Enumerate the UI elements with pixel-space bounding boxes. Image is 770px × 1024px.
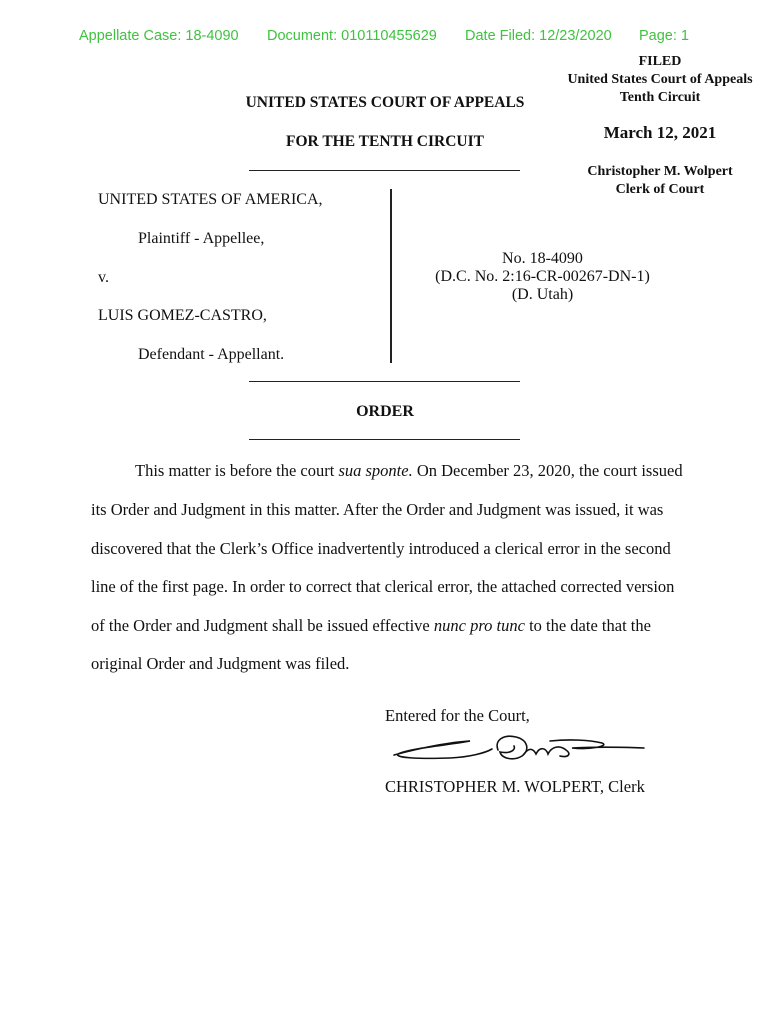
plaintiff-name: UNITED STATES OF AMERICA, <box>98 191 323 208</box>
body-line-1: This matter is before the court sua sponte. On December 23, 2020, the court issued <box>135 461 683 480</box>
heading-rule <box>249 170 520 171</box>
latin-term-sua-sponte: sua sponte. <box>338 461 413 480</box>
defendant-role: Defendant - Appellant. <box>138 346 285 363</box>
order-title: ORDER <box>356 403 414 420</box>
body-line-3: discovered that the Clerk’s Office inadvertently introduced a clerical error in the second <box>91 539 671 558</box>
stamp-circuit: Tenth Circuit <box>619 90 701 105</box>
date-filed-header: Date Filed: 12/23/2020 <box>465 28 612 44</box>
court-name: UNITED STATES COURT OF APPEALS <box>245 94 525 111</box>
case-number-header: Appellate Case: 18-4090 <box>79 28 239 44</box>
case-number: No. 18-4090 <box>502 250 583 267</box>
case-number-block <box>400 250 685 304</box>
versus: v. <box>98 269 109 286</box>
district: (D. Utah) <box>511 286 574 303</box>
court-circuit: FOR THE TENTH CIRCUIT <box>286 133 484 150</box>
defendant-name: LUIS GOMEZ-CASTRO, <box>98 307 267 324</box>
clerk-name-signature: CHRISTOPHER M. WOLPERT, Clerk <box>385 777 645 796</box>
clerk-block <box>555 163 765 199</box>
plaintiff-role: Plaintiff - Appellee, <box>138 230 265 247</box>
stamp-court: United States Court of Appeals <box>567 72 753 87</box>
clerk-signature <box>390 728 650 772</box>
caption-divider <box>390 189 392 363</box>
entered-for-court: Entered for the Court, <box>385 706 530 725</box>
filed-date: March 12, 2021 <box>603 123 717 142</box>
filing-stamp <box>555 53 765 107</box>
body-line-5: of the Order and Judgment shall be issued effective nunc pro tunc to the date that the <box>91 616 651 635</box>
page-number-header: Page: 1 <box>639 28 689 44</box>
order-rule <box>249 439 520 440</box>
caption-rule <box>249 381 520 382</box>
stamp-clerk-title: Clerk of Court <box>615 182 705 197</box>
body-line-4: line of the first page. In order to correct that clerical error, the attached corrected version <box>91 577 675 596</box>
body-line-2: its Order and Judgment in this matter. After the Order and Judgment was issued, it was <box>91 500 664 519</box>
filed-label: FILED <box>638 54 682 69</box>
latin-term-nunc-pro-tunc: nunc pro tunc <box>433 616 525 635</box>
body-line-6: original Order and Judgment was filed. <box>91 654 350 673</box>
stamp-clerk-name: Christopher M. Wolpert <box>587 164 733 179</box>
document-number-header: Document: 010110455629 <box>267 28 437 44</box>
district-court-number: (D.C. No. 2:16-CR-00267-DN-1) <box>435 268 650 285</box>
